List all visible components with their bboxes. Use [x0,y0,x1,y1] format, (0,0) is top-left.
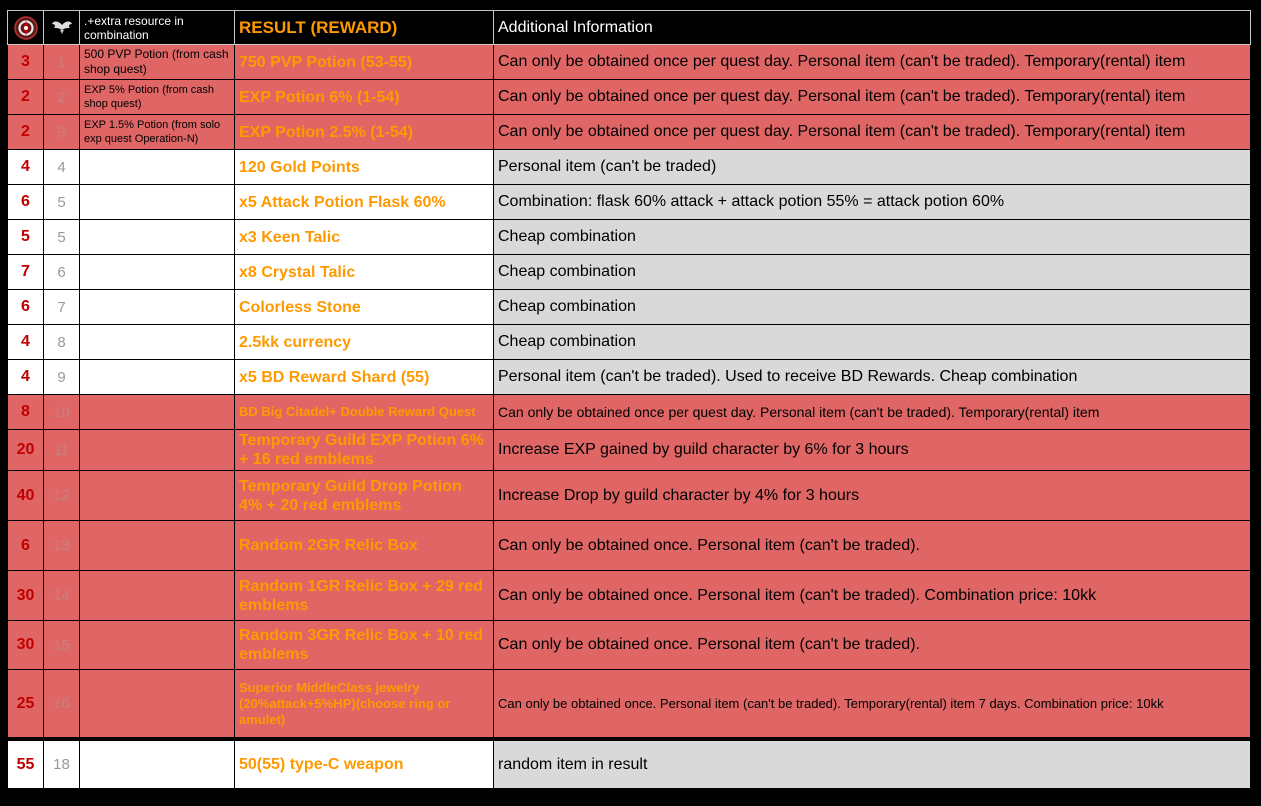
number-cell: 14 [44,571,80,621]
result-cell: 120 Gold Points [235,150,494,185]
table-row [8,45,1251,80]
number-cell: 6 [44,255,80,290]
extra-resource-cell [80,571,235,621]
result-cell: x5 Attack Potion Flask 60% [235,185,494,220]
cost-cell: 40 [8,471,44,521]
number-cell: 12 [44,471,80,521]
emblem-icon [14,16,38,40]
header-additional-info: Additional Information [494,11,1251,45]
table-row [8,255,1251,290]
result-cell: Random 3GR Relic Box + 10 red emblems [235,621,494,670]
result-cell: Temporary Guild Drop Potion 4% + 20 red emblems [235,471,494,521]
table-row [8,430,1251,471]
cost-cell: 6 [8,290,44,325]
info-cell: Can only be obtained once. Personal item (can't be traded). [494,521,1251,571]
table-header-row [8,11,1251,45]
header-result: RESULT (REWARD) [235,11,494,45]
cost-cell: 30 [8,621,44,670]
info-cell: Increase Drop by guild character by 4% for 3 hours [494,471,1251,521]
info-cell: Cheap combination [494,325,1251,360]
cost-cell: 4 [8,360,44,395]
table-row [8,621,1251,670]
info-cell: Combination: flask 60% attack + attack potion 55% = attack potion 60% [494,185,1251,220]
extra-resource-cell [80,670,235,738]
cost-cell: 20 [8,430,44,471]
result-cell: Temporary Guild EXP Potion 6% + 16 red emblems [235,430,494,471]
table-row [8,571,1251,621]
cost-cell: 5 [8,220,44,255]
extra-resource-cell [80,471,235,521]
cost-cell: 4 [8,325,44,360]
extra-resource-cell [80,521,235,571]
extra-resource-cell [80,395,235,430]
extra-resource-cell: EXP 5% Potion (from cash shop quest) [80,80,235,115]
reward-table [7,10,1251,789]
result-cell: Superior MiddleClass jewelry (20%attack+5%HP)(choose ring or amulet) [235,670,494,738]
number-cell: 4 [44,150,80,185]
number-cell: 9 [44,360,80,395]
info-cell: Increase EXP gained by guild character by 6% for 3 hours [494,430,1251,471]
wings-icon [50,16,74,40]
info-cell: Can only be obtained once per quest day. Personal item (can't be traded). Temporary(rental) item [494,45,1251,80]
number-cell: 13 [44,521,80,571]
info-cell: Can only be obtained once per quest day. Personal item (can't be traded). Temporary(rental) item [494,80,1251,115]
cost-cell: 6 [8,521,44,571]
result-cell: Colorless Stone [235,290,494,325]
extra-resource-cell [80,150,235,185]
info-cell: Cheap combination [494,290,1251,325]
extra-resource-cell [80,621,235,670]
extra-resource-cell [80,255,235,290]
table-row [8,150,1251,185]
table-row [8,220,1251,255]
cost-cell: 55 [8,741,44,789]
extra-resource-cell [80,220,235,255]
info-cell: Can only be obtained once. Personal item (can't be traded). [494,621,1251,670]
result-cell: x5 BD Reward Shard (55) [235,360,494,395]
number-cell: 11 [44,430,80,471]
info-cell: Can only be obtained once per quest day. Personal item (can't be traded). Temporary(rental) item [494,115,1251,150]
table-row [8,325,1251,360]
table-row [8,521,1251,571]
table-row [8,395,1251,430]
info-cell: Can only be obtained once. Personal item (can't be traded). Temporary(rental) item 7 days. Combination price: 10kk [494,670,1251,738]
header-extra-resource: .+extra resource in combination [80,11,235,45]
cost-cell: 3 [8,45,44,80]
number-cell: 8 [44,325,80,360]
extra-resource-cell [80,430,235,471]
result-cell: EXP Potion 6% (1-54) [235,80,494,115]
info-cell: Cheap combination [494,220,1251,255]
extra-resource-cell [80,185,235,220]
result-cell: Random 1GR Relic Box + 29 red emblems [235,571,494,621]
number-cell: 5 [44,185,80,220]
table-row [8,185,1251,220]
header-number-cell [44,11,80,45]
cost-cell: 2 [8,80,44,115]
result-cell: EXP Potion 2.5% (1-54) [235,115,494,150]
result-cell: x8 Crystal Talic [235,255,494,290]
table-row [8,741,1251,789]
info-cell: Personal item (can't be traded) [494,150,1251,185]
result-cell: Random 2GR Relic Box [235,521,494,571]
extra-resource-cell [80,360,235,395]
result-cell: BD Big Citadel+ Double Reward Quest [235,395,494,430]
header-cost-cell [8,11,44,45]
cost-cell: 2 [8,115,44,150]
table-row [8,115,1251,150]
table-row [8,290,1251,325]
table-row [8,471,1251,521]
cost-cell: 8 [8,395,44,430]
extra-resource-cell [80,325,235,360]
cost-cell: 7 [8,255,44,290]
number-cell: 15 [44,621,80,670]
number-cell: 18 [44,741,80,789]
cost-cell: 4 [8,150,44,185]
result-cell: 50(55) type-C weapon [235,741,494,789]
info-cell: Cheap combination [494,255,1251,290]
number-cell: 2 [44,80,80,115]
number-cell: 7 [44,290,80,325]
number-cell: 16 [44,670,80,738]
info-cell: Can only be obtained once per quest day. Personal item (can't be traded). Temporary(rental) item [494,395,1251,430]
extra-resource-cell [80,741,235,789]
number-cell: 10 [44,395,80,430]
number-cell: 5 [44,220,80,255]
cost-cell: 30 [8,571,44,621]
number-cell: 1 [44,45,80,80]
result-cell: 750 PVP Potion (53-55) [235,45,494,80]
info-cell: Can only be obtained once. Personal item (can't be traded). Combination price: 10kk [494,571,1251,621]
extra-resource-cell [80,290,235,325]
result-cell: x3 Keen Talic [235,220,494,255]
extra-resource-cell: EXP 1.5% Potion (from solo exp quest Operation-N) [80,115,235,150]
table-row [8,670,1251,738]
table-row [8,80,1251,115]
info-cell: Personal item (can't be traded). Used to receive BD Rewards. Cheap combination [494,360,1251,395]
number-cell: 3 [44,115,80,150]
result-cell: 2.5kk currency [235,325,494,360]
table-row [8,360,1251,395]
extra-resource-cell: 500 PVP Potion (from cash shop quest) [80,45,235,80]
info-cell: random item in result [494,741,1251,789]
cost-cell: 6 [8,185,44,220]
cost-cell: 25 [8,670,44,738]
